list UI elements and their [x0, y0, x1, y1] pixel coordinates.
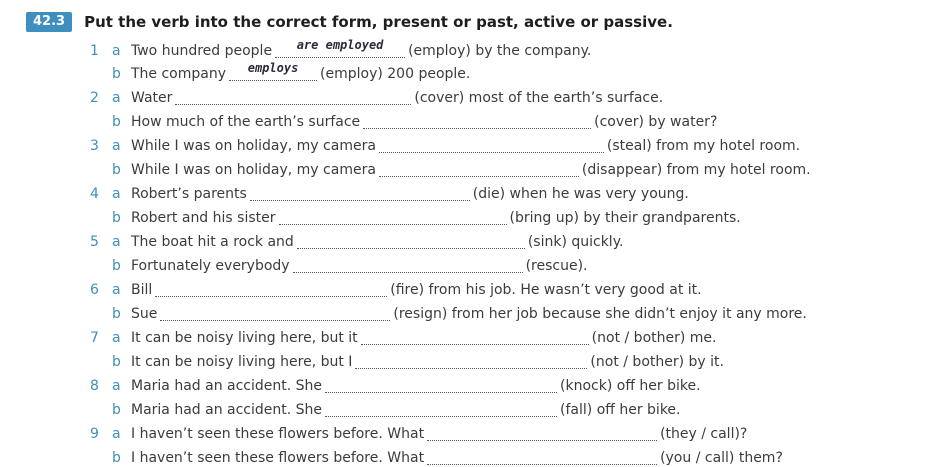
sentence-before-blank: I haven’t seen these flowers before. What — [131, 426, 425, 442]
item-letter: b — [112, 210, 121, 226]
item-sentence — [131, 183, 689, 205]
item-sentence — [131, 327, 716, 349]
sentence-before-blank: I haven’t seen these flowers before. What — [131, 450, 425, 466]
sentence-before-blank: How much of the earth’s surface — [131, 114, 361, 130]
sentence-after-blank: (steal) from my hotel room. — [606, 138, 801, 154]
item-sentence — [131, 63, 470, 85]
answer-blank[interactable] — [363, 114, 591, 129]
sentence-after-blank: (employ) by the company. — [408, 43, 592, 59]
item-sentence — [131, 423, 747, 445]
item-letter: a — [112, 330, 121, 346]
item-letter: a — [112, 282, 121, 298]
answer-blank[interactable] — [175, 90, 411, 105]
item-sentence — [131, 231, 623, 253]
item-letter: a — [112, 138, 121, 154]
sentence-before-blank: It can be noisy living here, but I — [131, 354, 353, 370]
sentence-after-blank: (sink) quickly. — [527, 234, 624, 250]
item-letter: a — [112, 90, 121, 106]
sentence-before-blank: Sue — [131, 306, 158, 322]
item-letter: a — [112, 186, 121, 202]
item-number: 3 — [90, 138, 99, 154]
item-letter: a — [112, 426, 121, 442]
item-sentence — [131, 207, 741, 229]
sentence-after-blank: (not / bother) me. — [591, 330, 717, 346]
sentence-before-blank: The boat hit a rock and — [131, 234, 294, 250]
item-sentence — [131, 159, 811, 181]
sentence-after-blank: (employ) 200 people. — [320, 66, 471, 82]
sentence-after-blank: (cover) most of the earth’s surface. — [414, 90, 664, 106]
handwritten-answer: are employed — [296, 38, 384, 52]
item-letter: b — [112, 402, 121, 418]
item-letter: a — [112, 43, 121, 59]
answer-blank[interactable] — [427, 426, 657, 441]
item-sentence — [131, 87, 663, 109]
sentence-before-blank: Robert and his sister — [131, 210, 276, 226]
item-letter: b — [112, 450, 121, 466]
sentence-after-blank: (not / bother) by it. — [590, 354, 724, 370]
answer-blank[interactable] — [229, 61, 317, 81]
sentence-after-blank: (rescue). — [525, 258, 588, 274]
item-number: 2 — [90, 90, 99, 106]
sentence-after-blank: (cover) by water? — [594, 114, 718, 130]
item-letter: b — [112, 114, 121, 130]
item-sentence — [131, 375, 701, 397]
item-number: 9 — [90, 426, 99, 442]
answer-blank[interactable] — [325, 402, 557, 417]
item-letter: b — [112, 354, 121, 370]
sentence-before-blank: While I was on holiday, my camera — [131, 138, 376, 154]
sentence-after-blank: (bring up) by their grandparents. — [509, 210, 741, 226]
answer-blank[interactable] — [325, 378, 557, 393]
answer-blank[interactable] — [427, 450, 657, 465]
sentence-before-blank: It can be noisy living here, but it — [131, 330, 358, 346]
item-sentence — [131, 351, 724, 373]
sentence-before-blank: Robert’s parents — [131, 186, 247, 202]
item-sentence — [131, 40, 591, 62]
answer-blank[interactable] — [155, 282, 387, 297]
sentence-before-blank: The company — [131, 66, 227, 82]
item-letter: b — [112, 306, 121, 322]
sentence-after-blank: (die) when he was very young. — [472, 186, 689, 202]
sentence-before-blank: Bill — [131, 282, 153, 298]
answer-blank[interactable] — [293, 258, 523, 273]
exercise-header — [26, 11, 673, 33]
exercise-instructions: Put the verb into the correct form, present or past, active or passive. — [84, 13, 673, 31]
exercise-number-badge: 42.3 — [26, 12, 72, 32]
item-number: 8 — [90, 378, 99, 394]
item-sentence — [131, 303, 807, 325]
item-sentence — [131, 399, 681, 421]
sentence-after-blank: (fire) from his job. He wasn’t very good at it. — [390, 282, 702, 298]
sentence-before-blank: Maria had an accident. She — [131, 378, 323, 394]
item-sentence — [131, 135, 800, 157]
answer-blank[interactable] — [279, 210, 507, 225]
sentence-after-blank: (resign) from her job because she didn’t enjoy it any more. — [393, 306, 807, 322]
sentence-after-blank: (you / call) them? — [660, 450, 783, 466]
item-number: 4 — [90, 186, 99, 202]
item-sentence — [131, 255, 588, 277]
answer-blank[interactable] — [379, 162, 579, 177]
sentence-before-blank: Maria had an accident. She — [131, 402, 323, 418]
sentence-after-blank: (they / call)? — [660, 426, 748, 442]
item-letter: b — [112, 66, 121, 82]
sentence-after-blank: (knock) off her bike. — [560, 378, 701, 394]
item-letter: b — [112, 162, 121, 178]
answer-blank[interactable] — [250, 186, 470, 201]
item-letter: a — [112, 234, 121, 250]
sentence-before-blank: Fortunately everybody — [131, 258, 290, 274]
answer-blank[interactable] — [275, 38, 405, 58]
item-number: 6 — [90, 282, 99, 298]
sentence-after-blank: (fall) off her bike. — [560, 402, 681, 418]
sentence-before-blank: While I was on holiday, my camera — [131, 162, 376, 178]
answer-blank[interactable] — [361, 330, 589, 345]
sentence-before-blank: Water — [131, 90, 173, 106]
item-letter: a — [112, 378, 121, 394]
item-number: 7 — [90, 330, 99, 346]
item-sentence — [131, 111, 717, 133]
answer-blank[interactable] — [379, 138, 604, 153]
item-number: 1 — [90, 43, 99, 59]
sentence-after-blank: (disappear) from my hotel room. — [581, 162, 811, 178]
answer-blank[interactable] — [297, 234, 525, 249]
item-sentence — [131, 279, 702, 301]
item-number: 5 — [90, 234, 99, 250]
item-sentence — [131, 447, 783, 467]
item-letter: b — [112, 258, 121, 274]
answer-blank[interactable] — [355, 354, 587, 369]
sentence-before-blank: Two hundred people — [131, 43, 273, 59]
handwritten-answer: employs — [247, 61, 299, 75]
answer-blank[interactable] — [160, 306, 390, 321]
